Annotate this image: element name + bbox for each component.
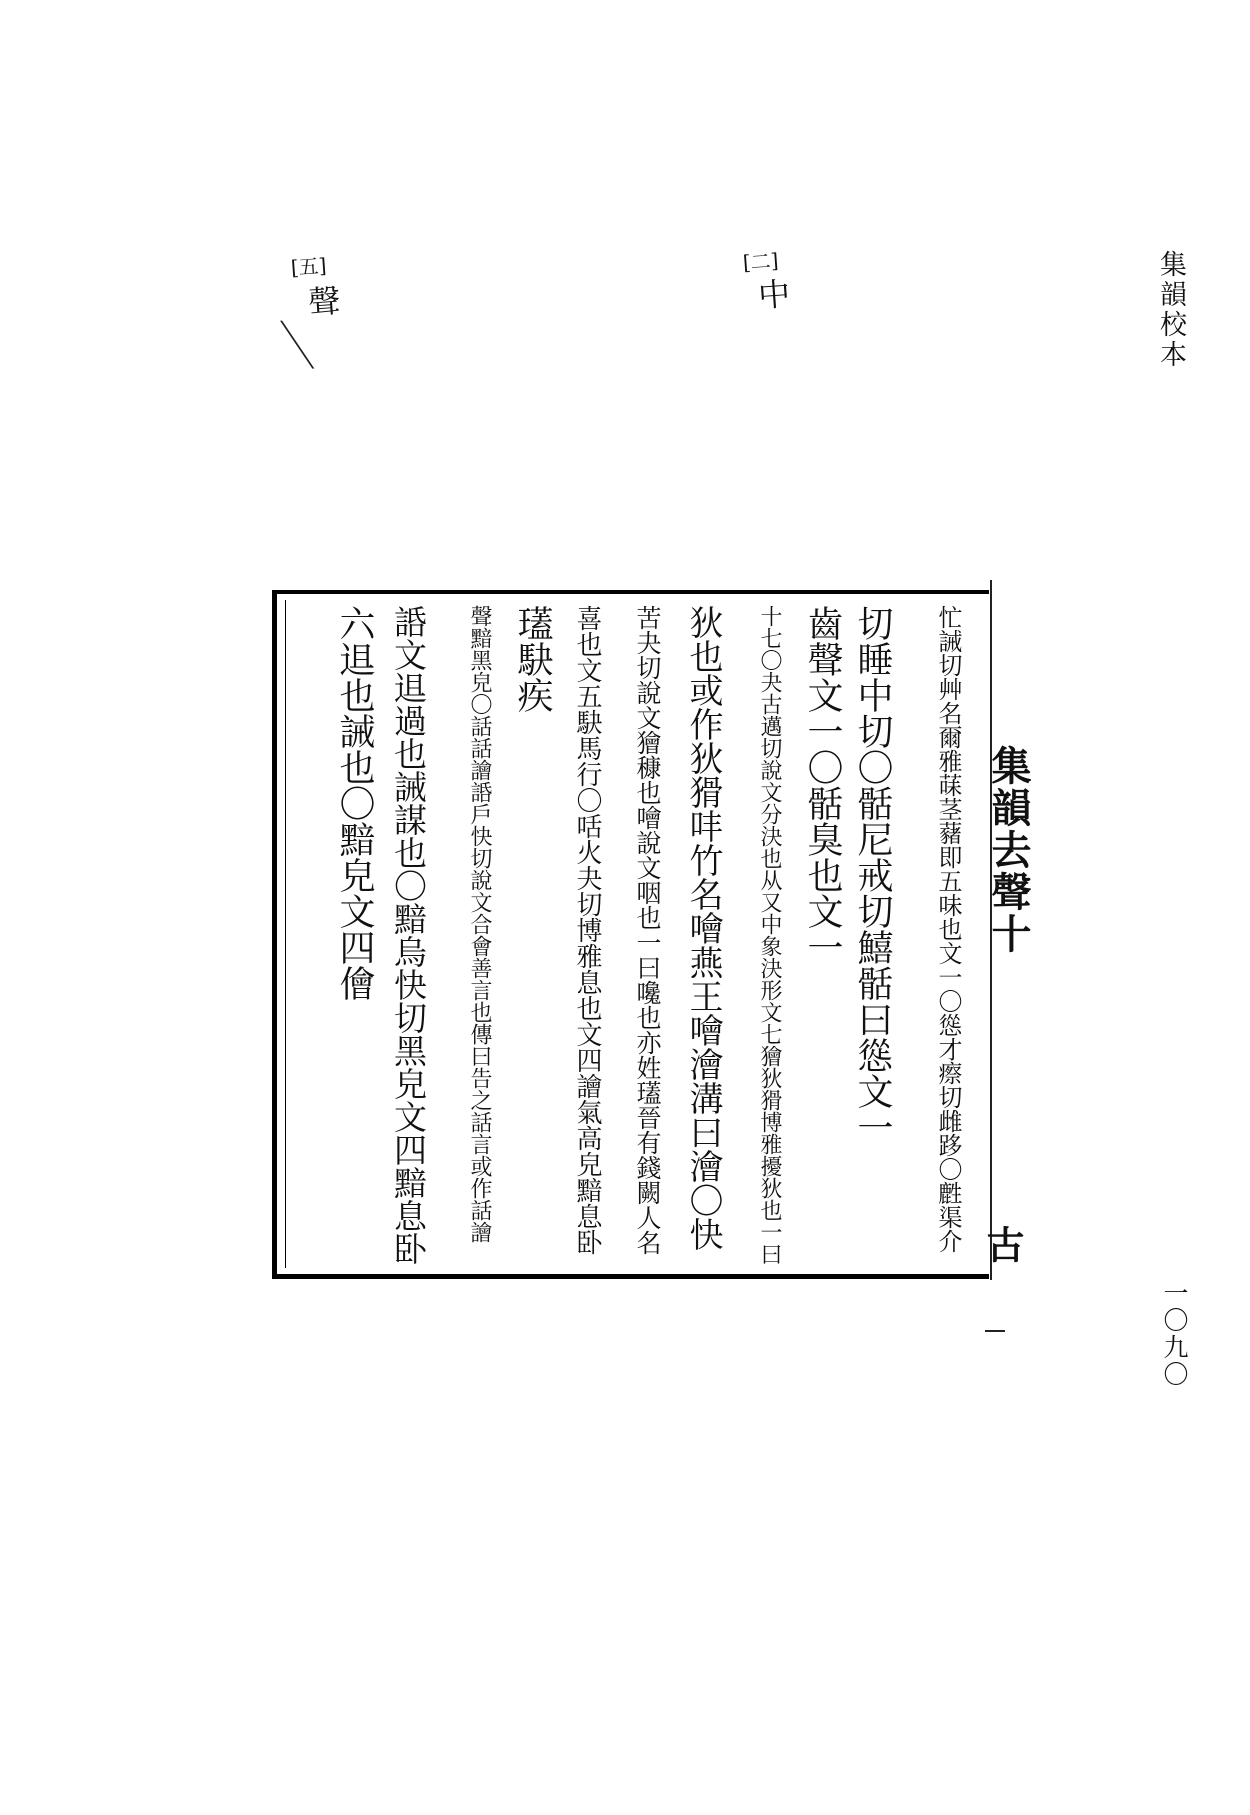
column-2: 切睡中切〇䯏尼戒切鱚䯏曰慫文一 [852, 605, 893, 1145]
column-5: 狄也或作狄猾㕩竹名噲燕王噲澮溝曰澮〇快 [683, 605, 723, 1251]
column-10: 䛡文䢐過也誡謀也〇黯烏快切黑皃文四黯息卧 [389, 605, 428, 1265]
column-4: 十七〇夬古邁切說文分決也从又中象決形文七獪狄猾博雅擾狄也一曰 [757, 605, 782, 1265]
margin-note-text: 中 [752, 276, 793, 312]
column-7: 喜也文五駃馬行〇咶火夬切博雅息也文四譮氣高皃黯息卧 [572, 605, 602, 1255]
column-1: 忙誡切艸名爾雅菋茎藸即五味也文一〇慫才瘵切雌跢〇𪊟渠介 [934, 605, 962, 1253]
column-9: 聲黯黑皃〇話話譮䛡戶快切說文合會善言也傳曰告之話言或作話譮 [467, 605, 492, 1243]
edge-mark: 古 [980, 1225, 1025, 1263]
margin-note-2 [742, 243, 796, 311]
margin-note-5 [290, 248, 347, 318]
column-3: 齒聲文一〇䯏臭也文一 [802, 605, 843, 965]
edge-title: 集韻去聲十 [985, 745, 1032, 955]
edge-tick [985, 1330, 1005, 1332]
column-8: 瓂駃疾 [512, 605, 553, 713]
margin-note-label: [二] [742, 248, 780, 275]
margin-note-text: 聲 [302, 283, 343, 319]
margin-note-label: [五] [290, 253, 328, 280]
column-6: 苦夬切說文獪穅也噲說文咽也一曰嚵也亦姓瓂晉有錢闕人名 [633, 605, 662, 1255]
running-head: 集韻校本 [1155, 250, 1186, 370]
page-number: 一〇九〇 [1160, 1280, 1189, 1388]
column-11: 六䢐也誡也〇黯皃文四儈 [334, 605, 375, 1001]
handwritten-stroke [280, 318, 358, 369]
